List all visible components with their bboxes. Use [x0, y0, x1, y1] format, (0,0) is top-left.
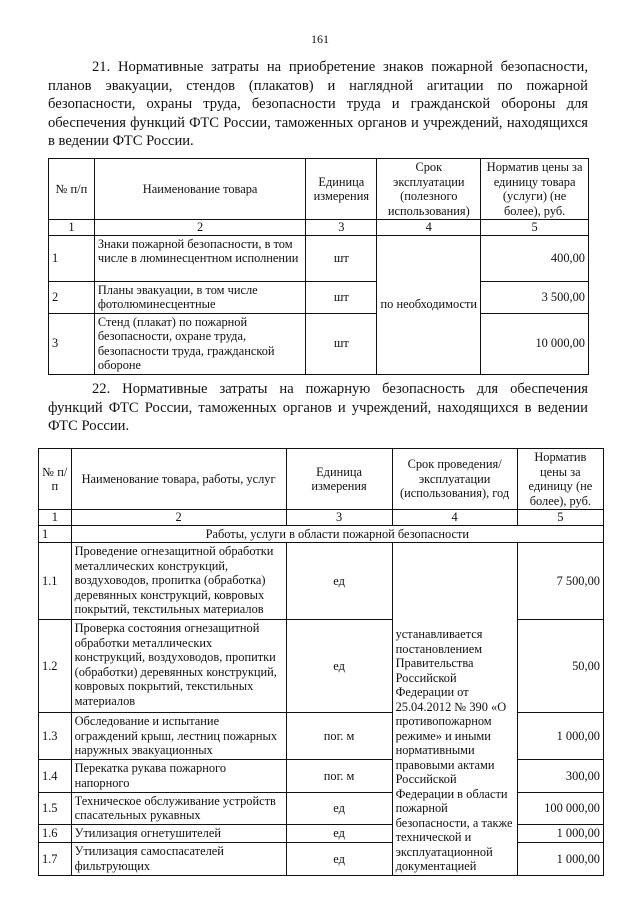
- row-number: 1.7: [39, 843, 72, 875]
- section-row-title: Работы, услуги в области пожарной безопасности: [71, 525, 603, 543]
- row-unit: ед: [286, 620, 392, 713]
- header-unit: Единица измерения: [286, 449, 392, 510]
- index-cell: 4: [392, 510, 517, 526]
- index-cell: 1: [39, 510, 72, 526]
- header-num: № п/п: [39, 449, 72, 510]
- row-unit: ед: [286, 543, 392, 620]
- section-21-text: 21. Нормативные затраты на приобретение знаков пожарной безопасности, планов эвакуации, стендов (плакатов) и наглядной агитации по пожарной безопасности, охраны труда, безопасности труда и гражданской обороны для обеспечения функций ФТС России, таможенных органов и учреждений, находящихся в ведении ФТС России.: [48, 59, 588, 149]
- index-cell: 2: [71, 510, 286, 526]
- header-price: Норматив цены за единицу (не более), руб.: [517, 449, 603, 510]
- table-21-header-row: [49, 159, 589, 220]
- table-row: [49, 313, 589, 374]
- row-price: 50,00: [517, 620, 603, 713]
- header-price: Норматив цены за единицу товара (услуги) (не более), руб.: [481, 159, 589, 220]
- index-cell: 2: [94, 220, 306, 236]
- row-unit: ед: [286, 792, 392, 824]
- table-22-index-row: [39, 510, 604, 526]
- row-price: 1 000,00: [517, 825, 603, 843]
- index-cell: 5: [517, 510, 603, 526]
- row-unit: шт: [306, 235, 377, 281]
- page-number: 161: [311, 32, 329, 46]
- index-cell: 3: [286, 510, 392, 526]
- row-number: 1.1: [39, 543, 72, 620]
- row-unit: пог. м: [286, 713, 392, 760]
- row-price: 400,00: [481, 235, 589, 281]
- row-name: Знаки пожарной безопасности, в том числе в люминесцентном исполнении: [94, 235, 306, 281]
- row-number: 1.6: [39, 825, 72, 843]
- table-row: [39, 792, 604, 824]
- table-row: [39, 543, 604, 620]
- row-name: Перекатка рукава пожарного напорного: [71, 760, 286, 792]
- section-row: [39, 525, 604, 543]
- table-21-index-row: [49, 220, 589, 236]
- row-price: 100 000,00: [517, 792, 603, 824]
- index-cell: 1: [49, 220, 95, 236]
- header-term: Срок проведения/эксплуатации (использования), год: [392, 449, 517, 510]
- section-row-number: 1: [39, 525, 72, 543]
- row-price: 3 500,00: [481, 281, 589, 313]
- row-name: Проведение огнезащитной обработки металлических конструкций, воздуховодов, пропитка (обработка) деревянных конструкций, ковровых покрытий, текстильных материалов: [71, 543, 286, 620]
- section-22-text: 22. Нормативные затраты на пожарную безопасность для обеспечения функций ФТС России, таможенных органов и учреждений, находящихся в ведении ФТС России.: [48, 381, 588, 434]
- row-number: 1.5: [39, 792, 72, 824]
- header-term: Срок эксплуатации (полезного использования): [377, 159, 481, 220]
- header-num: № п/п: [49, 159, 95, 220]
- row-price: 300,00: [517, 760, 603, 792]
- header-name: Наименование товара: [94, 159, 306, 220]
- row-number: 1: [49, 235, 95, 281]
- section-22-paragraph: [48, 380, 588, 436]
- row-name: Утилизация самоспасателей фильтрующих: [71, 843, 286, 875]
- row-price: 7 500,00: [517, 543, 603, 620]
- row-name: Утилизация огнетушителей: [71, 825, 286, 843]
- row-term: устанавливается постановлением Правительства Российской Федерации от 25.04.2012 № 390 «О противопожарном режиме» и иными нормативными правовыми актами Российской Федерации в области пожарной безопасности, а также технической и эксплуатационной документацией: [392, 543, 517, 876]
- table-row: [39, 620, 604, 713]
- row-name: Стенд (плакат) по пожарной безопасности, охране труда, безопасности труда, гражданской обороне: [94, 313, 306, 374]
- row-number: 1.4: [39, 760, 72, 792]
- index-cell: 3: [306, 220, 377, 236]
- row-name: Планы эвакуации, в том числе фотолюминесцентные: [94, 281, 306, 313]
- table-21: [48, 158, 589, 375]
- row-unit: ед: [286, 843, 392, 875]
- row-number: 3: [49, 313, 95, 374]
- row-unit: ед: [286, 825, 392, 843]
- row-price: 1 000,00: [517, 713, 603, 760]
- table-row: [39, 843, 604, 875]
- header-name: Наименование товара, работы, услуг: [71, 449, 286, 510]
- table-row: [39, 825, 604, 843]
- row-number: 1.2: [39, 620, 72, 713]
- row-unit: пог. м: [286, 760, 392, 792]
- row-price: 1 000,00: [517, 843, 603, 875]
- table-22: [38, 448, 604, 876]
- section-21-paragraph: [48, 58, 588, 151]
- table-row: [39, 760, 604, 792]
- row-name: Обследование и испытание ограждений крыш, лестниц пожарных наружных эвакуационных: [71, 713, 286, 760]
- table-row: [49, 281, 589, 313]
- table-row: [49, 235, 589, 281]
- row-unit: шт: [306, 281, 377, 313]
- header-unit: Единица измерения: [306, 159, 377, 220]
- row-price: 10 000,00: [481, 313, 589, 374]
- row-number: 1.3: [39, 713, 72, 760]
- row-term: по необходимости: [377, 235, 481, 374]
- row-name: Проверка состояния огнезащитной обработки металлических конструкций, воздуховодов, пропитки (обработки) деревянных конструкций, ковровых покрытий, текстильных материалов: [71, 620, 286, 713]
- index-cell: 5: [481, 220, 589, 236]
- row-name: Техническое обслуживание устройств спасательных рукавных: [71, 792, 286, 824]
- table-row: [39, 713, 604, 760]
- row-unit: шт: [306, 313, 377, 374]
- row-number: 2: [49, 281, 95, 313]
- table-22-header-row: [39, 449, 604, 510]
- index-cell: 4: [377, 220, 481, 236]
